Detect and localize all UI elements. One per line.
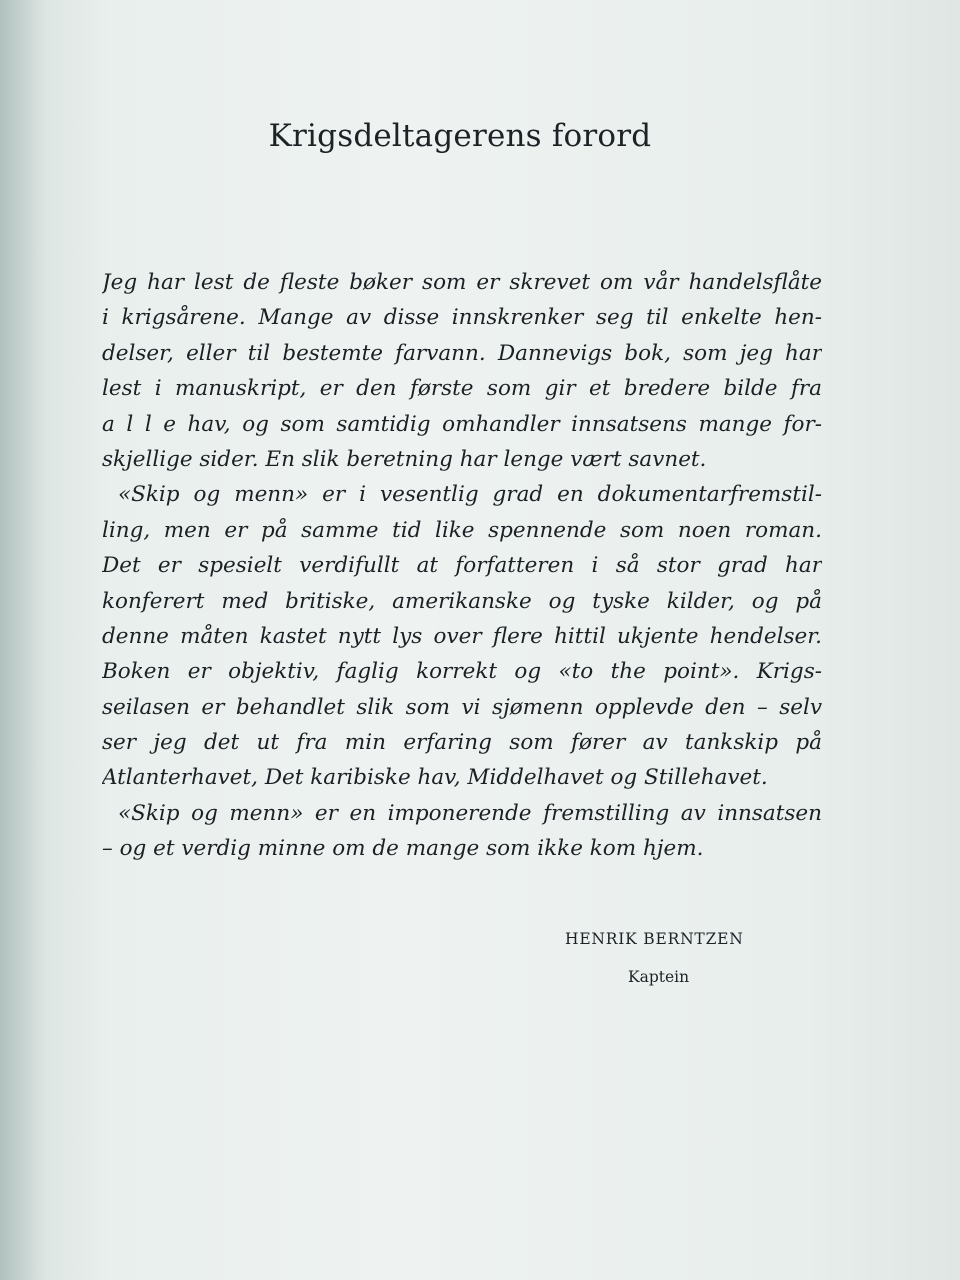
signature-title: Kaptein [628,968,690,986]
page-title: Krigsdeltagerens forord [268,118,652,154]
page-gutter-shadow [0,0,46,1280]
text-line: a l l e hav, og som samtidig omhandler innsatsens mange for- [102,411,822,437]
text-line: seilasen er behandlet slik som vi sjømenn opplevde den – selv [102,694,822,720]
text-line: «Skip og menn» er i vesentlig grad en dokumentarfremstil- [118,482,822,508]
signature-name: HENRIK BERNTZEN [565,930,744,948]
text-line: Jeg har lest de fleste bøker som er skrevet om vår handelsflåte [102,270,822,295]
text-line: «Skip og menn» er en imponerende fremstilling av innsatsen [118,800,822,826]
text-line: ling, men er på samme tid like spennende som noen roman. [102,517,822,543]
foreword-body [102,265,822,867]
text-line: lest i manuskript, er den første som gir et bredere bilde fra [102,376,822,402]
text-line: Det er spesielt verdifullt at forfatteren i så stor grad har [102,553,822,579]
text-line: konferert med britiske, amerikanske og tyske kilder, og på [102,588,822,614]
text-line: – og et verdig minne om de mange som ikke kom hjem. [102,836,704,862]
text-line: Boken er objektiv, faglig korrekt og «to the point». Krigs- [102,659,822,685]
text-line: ser jeg det ut fra min erfaring som fører av tankskip på [102,730,822,756]
text-line: Atlanterhavet, Det karibiske hav, Middelhavet og Stillehavet. [102,765,768,791]
text-line: skjellige sider. En slik beretning har lenge vært savnet. [102,446,707,472]
text-line: denne måten kastet nytt lys over flere hittil ukjente hendelser. [102,623,822,649]
text-line: delser, eller til bestemte farvann. Dannevigs bok, som jeg har [102,340,822,366]
text-line: i krigsårene. Mange av disse innskrenker seg til enkelte hen- [102,305,822,331]
